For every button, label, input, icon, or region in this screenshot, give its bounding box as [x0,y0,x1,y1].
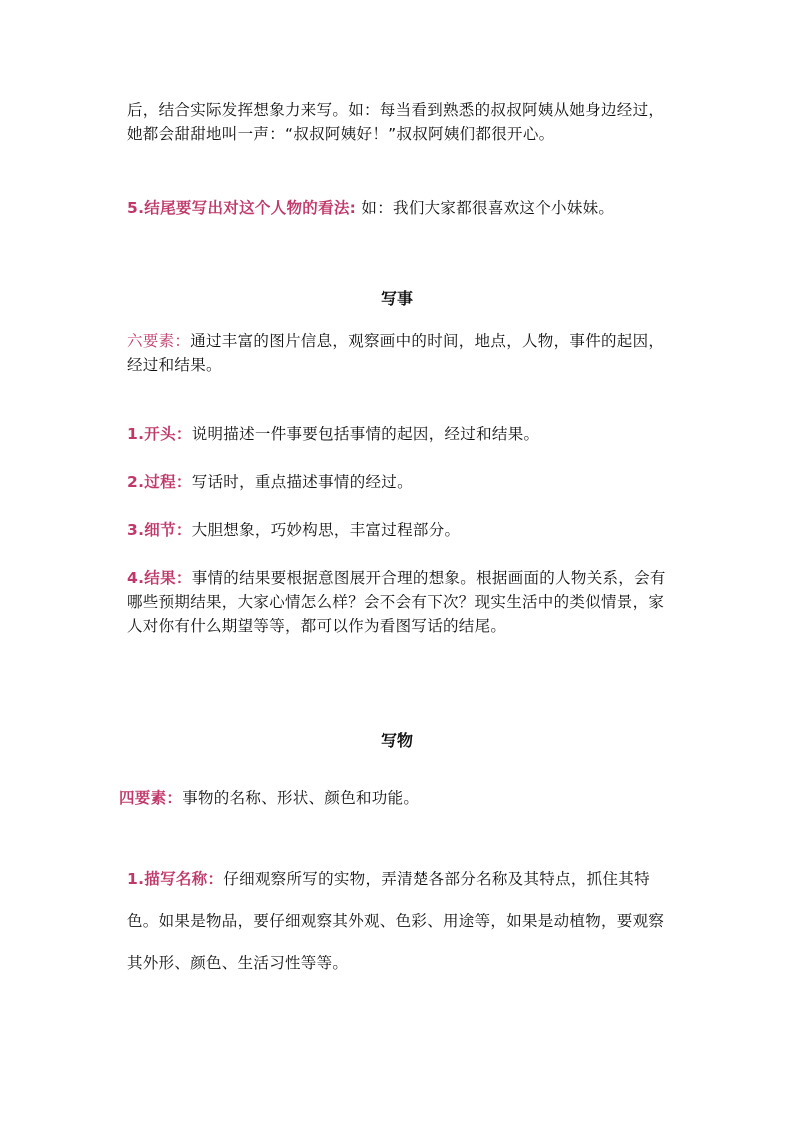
intro-text: 后，结合实际发挥想象力来写。如：每当看到熟悉的叔叔阿姨从她身边经过，她都会甜甜地叫一声：“叔叔阿姨好！”叔叔阿姨们都很开心。 [127,101,665,143]
object-item-1 [127,858,672,984]
event-item-2-text: 写话时，重点描述事情的经过。 [191,473,413,491]
event-item-3-label: 3.细节： [127,521,192,539]
event-item-4 [127,566,672,638]
object-item-1-text: 仔细观察所写的实物，弄清楚各部分名称及其特点，抓住其特色。如果是物品，要仔细观察其外观、色彩、用途等，如果是动植物，要观察其外形、颜色、生活习性等等。 [127,870,665,972]
event-item-2-label: 2.过程： [127,473,192,491]
person-item-5-text: 如：我们大家都很喜欢这个小妹妹。 [356,199,615,217]
person-item-5 [127,196,672,220]
six-elements-label: 六要素： [127,332,191,350]
six-elements-paragraph [127,329,672,377]
four-elements-paragraph [119,786,664,810]
event-item-3-text: 大胆想象，巧妙构思，丰富过程部分。 [191,521,461,539]
four-elements-label: 四要素： [119,789,183,807]
event-item-4-label: 4.结果： [127,569,192,587]
object-section-title: 写物 [380,731,413,750]
event-item-3 [127,518,672,542]
event-item-1-text: 说明描述一件事要包括事情的起因，经过和结果。 [191,425,540,443]
six-elements-text: 通过丰富的图片信息，观察画中的时间，地点，人物，事件的起因，经过和结果。 [127,332,665,374]
person-item-5-label: 5.结尾要写出对这个人物的看法: [127,199,357,217]
four-elements-text: 事物的名称、形状、颜色和功能。 [182,789,420,807]
event-item-4-text: 事情的结果要根据意图展开合理的想象。根据画面的人物关系，会有哪些预期结果，大家心情怎么样？会不会有下次？现实生活中的类似情景，家人对你有什么期望等等，都可以作为看图写话的结尾。 [127,569,666,635]
event-section-title: 写事 [380,289,413,308]
object-item-1-label: 1.描写名称： [127,870,224,888]
intro-paragraph [127,98,672,146]
event-item-2 [127,470,672,494]
event-item-1 [127,422,672,446]
event-item-1-label: 1.开头： [127,425,192,443]
